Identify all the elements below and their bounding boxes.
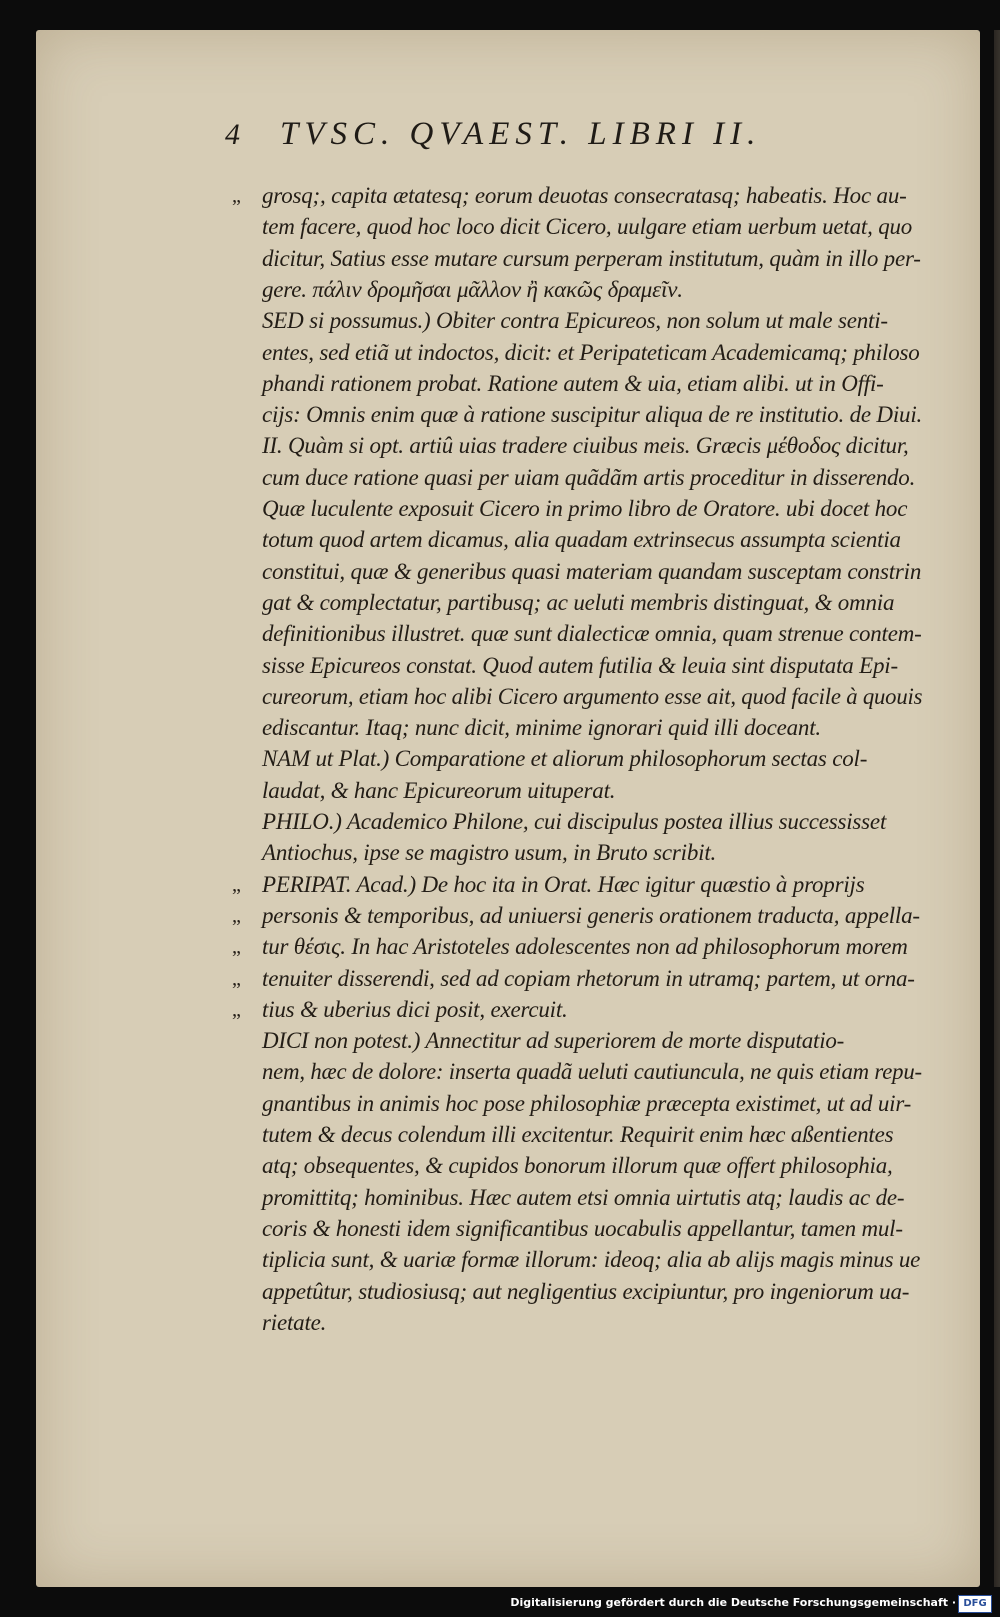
text-line: tutem & decus colendum illi excitentur. Requirit enim hæc aßentientes	[262, 1122, 894, 1147]
footer-bar	[0, 1592, 1000, 1617]
text-line: DICI non potest.) Annectitur ad superiorem de morte disputatio-	[262, 1028, 845, 1053]
text-line: II. Quàm si opt. artiû uias tradere ciuibus meis. Græcis μέθοδος dicitur,	[262, 433, 909, 458]
text-line: totum quod artem dicamus, alia quadam extrinsecus assumpta scientia	[262, 527, 901, 552]
running-head: TVSC. QVAEST. LIBRI II.	[280, 116, 762, 152]
quote-marker: „	[232, 905, 241, 927]
text-line: tenuiter disserendi, sed ad copiam rhetorum in utramq; partem, ut orna-	[262, 966, 915, 991]
text-line: cijs: Omnis enim quæ à ratione suscipitur aliqua de re institutio. de Diui.	[262, 402, 923, 427]
text-line: gat & complectatur, partibusq; ac ueluti membris distinguat, & omnia	[262, 590, 895, 615]
text-line: personis & temporibus, ad uniuersi generis orationem traducta, appella-	[262, 903, 920, 928]
dfg-logo-icon: DFG	[958, 1595, 992, 1613]
page-edge	[994, 30, 1000, 1587]
folio-number: 4	[225, 118, 240, 151]
text-line: promittitq; hominibus. Hæc autem etsi omnia uirtutis atq; laudis ac de-	[262, 1185, 905, 1210]
text-line: cum duce ratione quasi per uiam quãdãm artis proceditur in disserendo.	[262, 465, 916, 490]
text-line: PERIPAT. Acad.) De hoc ita in Orat. Hæc igitur quæstio à proprijs	[262, 872, 865, 897]
quote-marker: „	[232, 999, 241, 1021]
text-line: coris & honesti idem significantibus uocabulis appellantur, tamen mul-	[262, 1216, 903, 1241]
text-line: laudat, & hanc Epicureorum uituperat.	[262, 778, 616, 803]
text-line: ediscantur. Itaq; nunc dicit, minime ignorari quid illi doceant.	[262, 715, 821, 740]
text-line: tem facere, quod hoc loco dicit Cicero, uulgare etiam uerbum uetat, quo	[262, 214, 913, 239]
text-line: definitionibus illustret. quæ sunt dialecticæ omnia, quam strenue contem-	[262, 621, 922, 646]
text-line: Quæ luculente exposuit Cicero in primo libro de Oratore. ubi docet hoc	[262, 496, 908, 521]
text-line: entes, sed etiã ut indoctos, dicit: et Peripateticam Academicamq; philoso	[262, 340, 920, 365]
text-line: dicitur, Satius esse mutare cursum perperam institutum, quàm in illo per-	[262, 246, 921, 271]
funding-credit: Digitalisierung gefördert durch die Deutsche Forschungsgemeinschaft ·	[510, 1596, 956, 1609]
text-line: SED si possumus.) Obiter contra Epicureos, non solum ut male senti-	[262, 308, 888, 333]
text-line: PHILO.) Academico Philone, cui discipulus postea illius successisset	[262, 809, 887, 834]
quote-marker: „	[232, 874, 241, 896]
text-line: appetûtur, studiosiusq; aut negligentius excipiuntur, pro ingeniorum ua-	[262, 1279, 910, 1304]
text-line: cureorum, etiam hoc alibi Cicero argumento esse ait, quod facile à quouis	[262, 684, 923, 709]
text-line: constitui, quæ & generibus quasi materiam quandam susceptam constrin	[262, 559, 922, 584]
text-line: tur θέσις. In hac Aristoteles adolescentes non ad philosophorum morem	[262, 934, 908, 959]
text-line: grosq;, capita ætatesq; eorum deuotas consecratasq; habeatis. Hoc au-	[262, 183, 907, 208]
text-line: nem, hæc de dolore: inserta quadã ueluti cautiuncula, ne quis etiam repu-	[262, 1059, 922, 1084]
text-line: NAM ut Plat.) Comparatione et aliorum philosophorum sectas col-	[262, 746, 868, 771]
quote-marker: „	[232, 185, 241, 207]
text-line: gnantibus in animis hoc pose philosophiæ præcepta existimet, ut ad uir-	[262, 1091, 912, 1116]
text-line: gere. πάλιν δρομῆσαι μᾶλλον ἢ κακῶς δραμεῖν.	[262, 277, 683, 302]
text-line: Antiochus, ipse se magistro usum, in Bruto scribit.	[262, 840, 717, 865]
quote-marker: „	[232, 936, 241, 958]
text-line: tiplicia sunt, & uariæ formæ illorum: ideoq; alia ab alijs magis minus ue	[262, 1247, 921, 1272]
text-line: phandi rationem probat. Ratione autem & uia, etiam alibi. ut in Offi-	[262, 371, 884, 396]
text-line: tius & uberius dici posit, exercuit.	[262, 997, 568, 1022]
text-line: atq; obsequentes, & cupidos bonorum illorum quæ offert philosophia,	[262, 1153, 893, 1178]
quote-marker: „	[232, 968, 241, 990]
text-line: sisse Epicureos constat. Quod autem futilia & leuia sint disputata Epi-	[262, 653, 898, 678]
text-line: rietate.	[262, 1310, 327, 1335]
